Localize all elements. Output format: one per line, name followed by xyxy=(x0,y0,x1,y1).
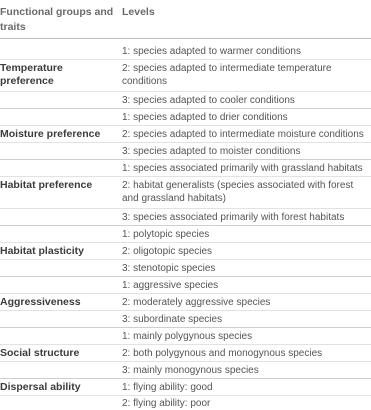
level-row: 3: subordinate species xyxy=(122,314,223,325)
level-row: 2: habitat generalists (species associated with forest and grassland habitats) xyxy=(122,180,354,204)
level-row: 2: both polygynous and monogynous species xyxy=(122,348,323,359)
group-habitat-preference: Habitat preference xyxy=(0,179,93,191)
row-divider xyxy=(0,142,371,143)
level-row: 1: species adapted to drier conditions xyxy=(122,112,288,123)
group-divider xyxy=(0,378,371,379)
level-row: 2: flying ability: poor xyxy=(122,398,211,409)
group-divider xyxy=(0,108,371,109)
level-row: 3: species adapted to moister conditions xyxy=(122,146,301,157)
row-divider xyxy=(0,259,371,260)
group-divider xyxy=(0,276,371,277)
row-divider xyxy=(0,242,371,243)
group-divider xyxy=(0,225,371,226)
row-divider xyxy=(0,361,371,362)
group-dispersal-ability: Dispersal ability xyxy=(0,381,81,393)
level-row: 2: species adapted to intermediate moisture conditions xyxy=(122,129,364,140)
level-row: 1: species adapted to warmer conditions xyxy=(122,46,301,57)
header-groups: Functional groups and traits xyxy=(0,6,114,33)
level-row: 1: aggressive species xyxy=(122,280,219,291)
group-divider xyxy=(0,159,371,160)
row-divider xyxy=(0,208,371,209)
header-divider xyxy=(0,38,371,39)
level-row: 1: polytopic species xyxy=(122,229,210,240)
row-divider xyxy=(0,293,371,294)
row-divider xyxy=(0,395,371,396)
group-aggressiveness: Aggressiveness xyxy=(0,296,81,308)
level-row: 3: mainly monogynous species xyxy=(122,365,259,376)
level-row: 3: species associated primarily with forest habitats xyxy=(122,212,345,223)
group-habitat-plasticity: Habitat plasticity xyxy=(0,245,85,257)
group-divider xyxy=(0,327,371,328)
row-divider xyxy=(0,59,371,60)
header-levels: Levels xyxy=(122,6,155,18)
group-moisture-preference: Moisture preference xyxy=(0,128,101,140)
level-row: 1: mainly polygynous species xyxy=(122,331,253,342)
row-divider xyxy=(0,125,371,126)
row-divider xyxy=(0,176,371,177)
table-header xyxy=(0,0,371,38)
level-row: 3: stenotopic species xyxy=(122,263,216,274)
level-row: 3: species adapted to cooler conditions xyxy=(122,95,295,106)
row-divider xyxy=(0,344,371,345)
level-row: 2: species adapted to intermediate temperature conditions xyxy=(122,63,332,87)
level-row: 1: species associated primarily with grassland habitats xyxy=(122,163,363,174)
group-social-structure: Social structure xyxy=(0,347,80,359)
group-temperature-preference: Temperature preference xyxy=(0,62,63,87)
level-row: 1: flying ability: good xyxy=(122,382,213,393)
level-row: 2: moderately aggressive species xyxy=(122,297,271,308)
row-divider xyxy=(0,91,371,92)
row-divider xyxy=(0,310,371,311)
level-row: 2: oligotopic species xyxy=(122,246,213,257)
